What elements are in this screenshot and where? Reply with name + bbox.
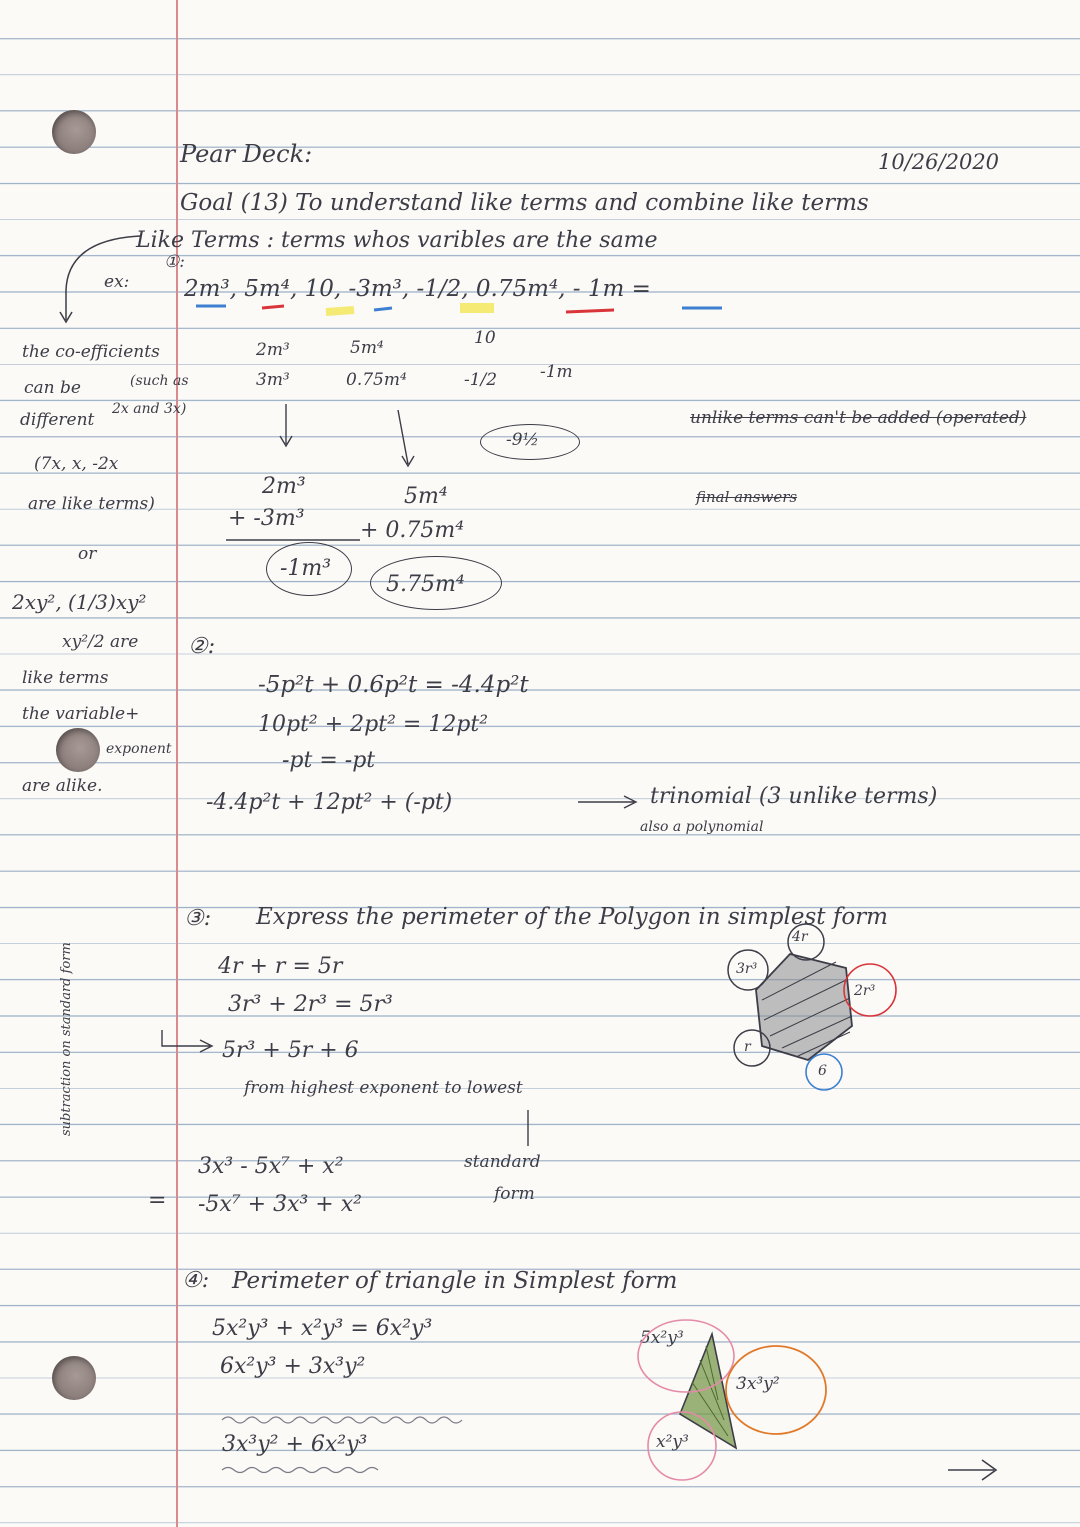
yellow-highlight: [326, 310, 354, 312]
triangle-label: 5x²y³: [640, 1328, 684, 1348]
polygon-label: 4r: [792, 929, 808, 945]
label-ring: [734, 1030, 770, 1066]
group-term: 3m³: [256, 370, 290, 390]
work-line: 3r³ + 2r³ = 5r³: [228, 992, 393, 1017]
work-line: 10pt² + 2pt² = 12pt²: [258, 712, 489, 737]
work-line: 6x²y³ + 3x³y²: [220, 1354, 366, 1379]
label-ring: [806, 1054, 842, 1090]
sum-term: + -3m³: [228, 506, 305, 531]
sidebar-note-rotated: subtraction on standard form: [59, 942, 74, 1136]
squiggle-underline: [222, 1417, 462, 1423]
trinomial-note: trinomial (3 unlike terms): [650, 784, 938, 809]
example-number: ④:: [182, 1268, 210, 1293]
triangle-label: x²y³: [656, 1432, 689, 1452]
work-line: 5r³ + 5r + 6: [222, 1038, 359, 1063]
triangle-shape: [680, 1334, 736, 1448]
terms-line: 2m³, 5m⁴, 10, -3m³, -1/2, 0.75m⁴, - 1m =: [184, 276, 651, 302]
group-term: 10: [474, 328, 496, 348]
work-line: 4r + r = 5r: [218, 954, 343, 979]
sidebar-note: like terms: [22, 668, 109, 688]
bracket-line: [66, 236, 140, 320]
triangle-label: 3x³y²: [736, 1374, 780, 1394]
label-ring: [726, 1346, 826, 1434]
polygon-shape: [756, 954, 852, 1060]
page-title: Pear Deck:: [180, 140, 313, 168]
sidebar-note: the co-efficients: [22, 342, 160, 362]
work-note: standard: [464, 1152, 541, 1172]
next-page-arrow-icon: [948, 1460, 996, 1480]
sidebar-note: exponent: [106, 741, 172, 757]
work-line: -4.4p²t + 12pt² + (-pt): [206, 790, 453, 815]
polygon-label: 3r³: [736, 961, 758, 977]
work-line: -5p²t + 0.6p²t = -4.4p²t: [258, 672, 529, 698]
half-result: -9½: [506, 430, 540, 450]
sum-result: 5.75m⁴: [386, 572, 465, 597]
sidebar-note: different: [20, 410, 95, 430]
polygon-label: r: [744, 1039, 751, 1055]
sum-result: -1m³: [280, 556, 332, 581]
unlike-note: unlike terms can't be added (operated): [690, 408, 1027, 428]
work-line: 3x³y² + 6x²y³: [222, 1432, 368, 1457]
sidebar-note: the variable+: [22, 704, 140, 724]
sidebar-note: are like terms): [28, 494, 155, 514]
example-label: ex:: [104, 272, 130, 292]
group-term: 0.75m⁴: [346, 370, 407, 390]
example-number: ③:: [184, 906, 212, 931]
down-arrow-icon: [280, 404, 292, 446]
red-underline: [262, 306, 284, 308]
group-term: 5m⁴: [350, 338, 384, 358]
blue-underline: [374, 308, 392, 310]
sidebar-note: (such as: [130, 373, 189, 389]
work-line: -5x⁷ + 3x³ + x²: [198, 1192, 362, 1217]
sidebar-note: 2xy², (1/3)xy²: [12, 590, 147, 614]
sidebar-note: or: [78, 544, 97, 564]
squiggle-underline: [222, 1468, 378, 1473]
down-arrow-icon: [398, 410, 414, 466]
sidebar-note: (7x, x, -2x: [34, 454, 119, 474]
sum-term: 5m⁴: [404, 484, 448, 509]
red-underline: [566, 310, 614, 312]
sidebar-note: can be: [24, 378, 81, 398]
work-note: form: [494, 1184, 535, 1204]
label-ring: [844, 964, 896, 1016]
goal-line: Goal (13) To understand like terms and combine like terms: [180, 190, 869, 216]
right-arrow-icon: [578, 796, 636, 808]
date: 10/26/2020: [878, 150, 1000, 174]
right-arrow-icon: [162, 1030, 212, 1052]
group-term: -1/2: [464, 370, 498, 390]
prompt-line: Express the perimeter of the Polygon in simplest form: [256, 904, 888, 930]
work-line: 5x²y³ + x²y³ = 6x²y³: [212, 1316, 433, 1341]
work-note: from highest exponent to lowest: [244, 1078, 523, 1098]
example-number: ②:: [188, 634, 216, 659]
sidebar-note: 2x and 3x): [112, 401, 187, 417]
example-number: ①:: [164, 252, 185, 272]
label-ring: [728, 950, 768, 990]
group-term: 2m³: [256, 340, 290, 360]
sidebar-note: xy²/2 are: [62, 632, 139, 652]
polynomial-note: also a polynomial: [640, 819, 764, 835]
sum-term: 2m³: [262, 474, 306, 499]
prompt-line: Perimeter of triangle in Simplest form: [232, 1268, 678, 1294]
label-ring: [648, 1412, 716, 1480]
sidebar-note: are alike.: [22, 776, 103, 796]
work-line: -pt = -pt: [282, 748, 376, 773]
sum-term: + 0.75m⁴: [360, 518, 465, 543]
final-note: final answers: [696, 488, 798, 506]
label-ring: [788, 924, 824, 960]
polygon-label: 2r³: [854, 983, 876, 999]
work-line: 3x³ - 5x⁷ + x²: [198, 1154, 344, 1179]
label-ring: [638, 1320, 734, 1392]
group-term: -1m: [540, 362, 573, 382]
definition-line: Like Terms : terms whos varibles are the same: [136, 228, 658, 253]
equals-mark: =: [148, 1188, 167, 1213]
polygon-label: 6: [818, 1063, 827, 1079]
